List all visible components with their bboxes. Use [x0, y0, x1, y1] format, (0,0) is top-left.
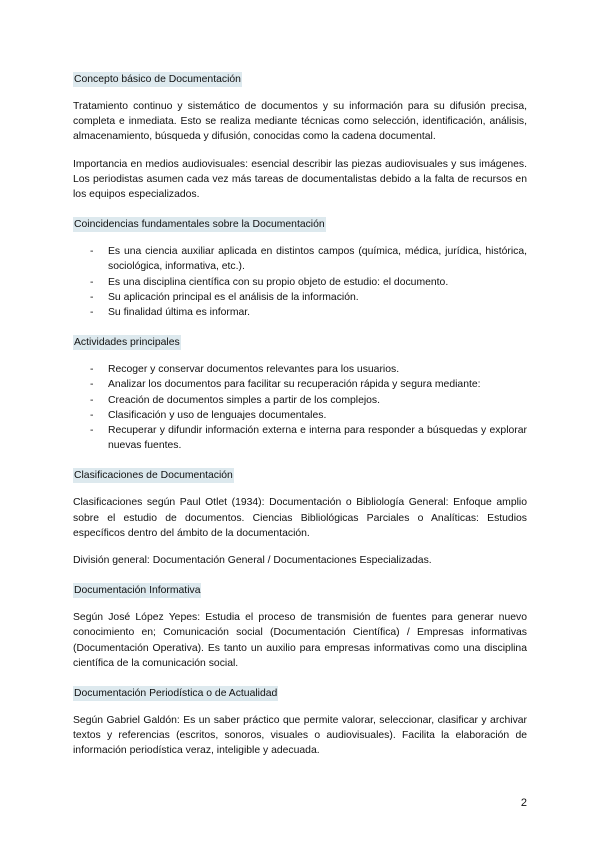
section-heading-periodistica: Documentación Periodística o de Actualidad	[74, 688, 278, 700]
section-heading-coincidencias: Coincidencias fundamentales sobre la Documentación	[74, 219, 325, 231]
coincidencias-list	[73, 244, 527, 320]
list-item: - Es una disciplina científica con su propio objeto de estudio: el documento.	[73, 275, 527, 290]
section-heading-actividades: Actividades principales	[74, 337, 180, 349]
list-item: - Creación de documentos simples a partir de los complejos.	[73, 393, 527, 408]
list-item: - Recoger y conservar documentos relevantes para los usuarios.	[73, 362, 527, 377]
list-item: - Su finalidad última es informar.	[73, 305, 527, 320]
list-item: - Su aplicación principal es el análisis de la información.	[73, 290, 527, 305]
paragraph-clasificaciones-2: División general: Documentación General / Documentaciones Especializadas.	[73, 555, 432, 567]
paragraph-concepto-1: Tratamiento continuo y sistemático de documentos y su información para su difusión precisa, completa e inmediata. Esto se realiza mediante técnicas como selección, identificación, análisis, almacenamiento, búsqueda y difusión, conocidas como la cadena documental.	[73, 101, 527, 143]
list-item: - Analizar los documentos para facilitar su recuperación rápida y segura mediante:	[73, 377, 527, 392]
page-number: 2	[520, 797, 527, 809]
page-content	[73, 69, 527, 759]
list-item: - Es una ciencia auxiliar aplicada en distintos campos (química, médica, jurídica, histórica, sociológica, informativa, etc.).	[73, 244, 527, 274]
list-item: - Recuperar y difundir información externa e interna para responder a búsquedas y explorar nuevas fuentes.	[73, 423, 527, 453]
section-heading-concepto: Concepto básico de Documentación	[74, 74, 241, 85]
paragraph-clasificaciones-1: Clasificaciones según Paul Otlet (1934): Documentación o Bibliología General: Enfoque amplio sobre el estudio de documentos. Ciencias Bibliológicas Parciales o Analíticas: Estudios específicos dentro del ámbito de la documentación.	[73, 497, 527, 539]
paragraph-concepto-2: Importancia en medios audiovisuales: esencial describir las piezas audiovisuales y sus imágenes. Los periodistas asumen cada vez más tareas de documentalistas debido a la falta de recursos en los equipos especializados.	[73, 158, 527, 201]
list-item: - Clasificación y uso de lenguajes documentales.	[73, 408, 527, 423]
actividades-list	[73, 362, 527, 453]
paragraph-periodistica-1: Según Gabriel Galdón: Es un saber práctico que permite valorar, seleccionar, clasificar y archivar textos y referencias (escritos, sonoros, visuales o audiovisuales). Facilita la elaboración de información periodística veraz, inteligible y adecuada.	[73, 715, 527, 757]
section-heading-informativa: Documentación Informativa	[74, 585, 201, 597]
section-heading-clasificaciones: Clasificaciones de Documentación	[74, 470, 233, 482]
paragraph-informativa-1: Según José López Yepes: Estudia el proceso de transmisión de fuentes para generar nuevo conocimiento en; Comunicación social (Documentación Científica) / Empresas informativas (Documentación Operativa). Es tanto un auxilio para empresas informativas como una disciplina científica de la comunicación social.	[73, 612, 527, 669]
